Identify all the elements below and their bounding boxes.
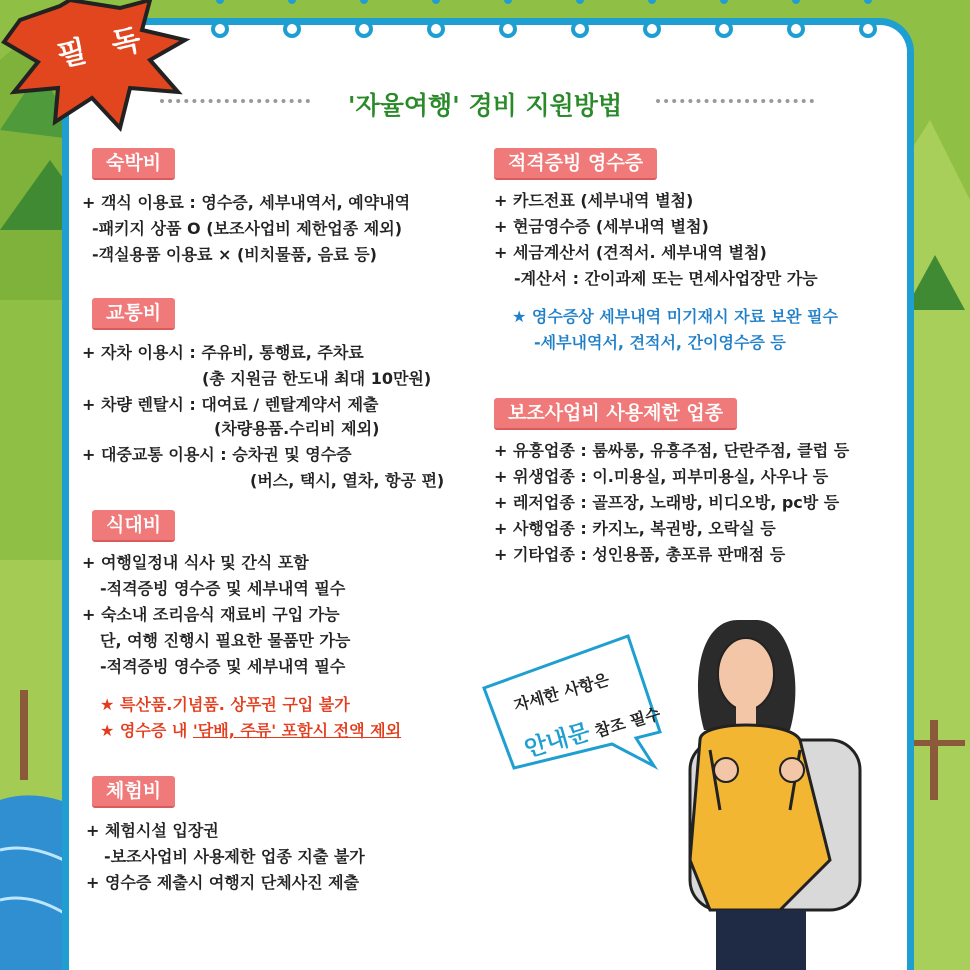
tag-receipts: 적격증빙 영수증 bbox=[494, 148, 657, 180]
lodging-line: -패키지 상품 O (보조사업비 제한업종 제외) bbox=[92, 219, 403, 238]
receipts-line: + 현금영수증 (세부내역 별첨) bbox=[494, 217, 709, 236]
receipts-line: + 카드전표 (세부내역 별첨) bbox=[494, 191, 694, 210]
meals-note-souvenir: ★ 특산품.기념품. 상푸권 구입 불가 bbox=[100, 695, 350, 714]
hiker-illustration bbox=[680, 610, 880, 970]
tag-transport: 교통비 bbox=[92, 298, 175, 330]
transport-line: + 차량 렌탈시 : 대여료 / 렌탈계약서 제출 bbox=[82, 395, 379, 414]
tag-experience: 체험비 bbox=[92, 776, 175, 808]
transport-line: + 자차 이용시 : 주유비, 통행료, 주차료 bbox=[82, 343, 364, 362]
restricted-line: + 레저업종 : 골프장, 노래방, 비디오방, pc방 등 bbox=[494, 493, 840, 512]
transport-line: + 대중교통 이용시 : 승차권 및 영수증 bbox=[82, 445, 352, 464]
restricted-line: + 기타업종 : 성인용품, 총포류 판매점 등 bbox=[494, 545, 786, 564]
lodging-line: + 객식 이용료 : 영수증, 세부내역서, 예약내역 bbox=[82, 193, 411, 212]
tag-meals: 식대비 bbox=[92, 510, 175, 542]
title-divider-right bbox=[656, 99, 814, 103]
bubble-highlight: 안내문 bbox=[521, 719, 594, 763]
page-title: '자율여행' 경비 지원방법 bbox=[347, 91, 623, 120]
meals-note-prefix: ★ 영수증 내 bbox=[100, 721, 193, 740]
restricted-line: + 위생업종 : 이.미용실, 피부미용실, 사우나 등 bbox=[494, 467, 829, 486]
meals-line: + 숙소내 조리음식 재료비 구입 가능 bbox=[82, 605, 340, 624]
tag-restricted: 보조사업비 사용제한 업종 bbox=[494, 398, 737, 430]
meals-note-tobacco bbox=[100, 718, 401, 741]
meals-line: -적격증빙 영수증 및 세부내역 필수 bbox=[100, 657, 346, 676]
transport-line: (총 지원금 한도내 최대 10만원) bbox=[202, 369, 432, 388]
receipts-note: ★ 영수증상 세부내역 미기재시 자료 보완 필수 bbox=[512, 307, 838, 326]
receipts-note-sub: -세부내역서, 견적서, 간이영수증 등 bbox=[534, 333, 786, 352]
receipts-line: + 세금계산서 (견적서. 세부내역 별첨) bbox=[494, 243, 767, 262]
must-read-badge: 필 독 bbox=[54, 20, 152, 75]
transport-line: (버스, 택시, 열차, 항공 편) bbox=[250, 471, 445, 490]
transport-line: (차량용품.수리비 제외) bbox=[214, 419, 380, 438]
meals-line: 단, 여행 진행시 필요한 물품만 가능 bbox=[100, 631, 351, 650]
meals-line: + 여행일정내 식사 및 간식 포함 bbox=[82, 553, 309, 572]
restricted-line: + 사행업종 : 카지노, 복권방, 오락실 등 bbox=[494, 519, 776, 538]
bubble-line1: 자세한 사항은 bbox=[511, 669, 612, 716]
bubble-line2-suffix: 참조 필수 bbox=[587, 703, 663, 743]
meals-line: -적격증빙 영수증 및 세부내역 필수 bbox=[100, 579, 346, 598]
meals-note-underlined: '담배, 주류' 포함시 전액 제외 bbox=[192, 721, 402, 740]
experience-line: + 체험시설 입장권 bbox=[86, 821, 219, 840]
receipts-line: -계산서 : 간이과제 또는 면세사업장만 가능 bbox=[514, 269, 818, 288]
tag-lodging: 숙박비 bbox=[92, 148, 175, 180]
restricted-line: + 유흥업종 : 룸싸롱, 유흥주점, 단란주점, 클럽 등 bbox=[494, 441, 850, 460]
lodging-line: -객실용품 이용료 × (비치물품, 음료 등) bbox=[92, 245, 377, 264]
experience-line: + 영수증 제출시 여행지 단체사진 제출 bbox=[86, 873, 360, 892]
experience-line: -보조사업비 사용제한 업종 지출 불가 bbox=[104, 847, 365, 866]
